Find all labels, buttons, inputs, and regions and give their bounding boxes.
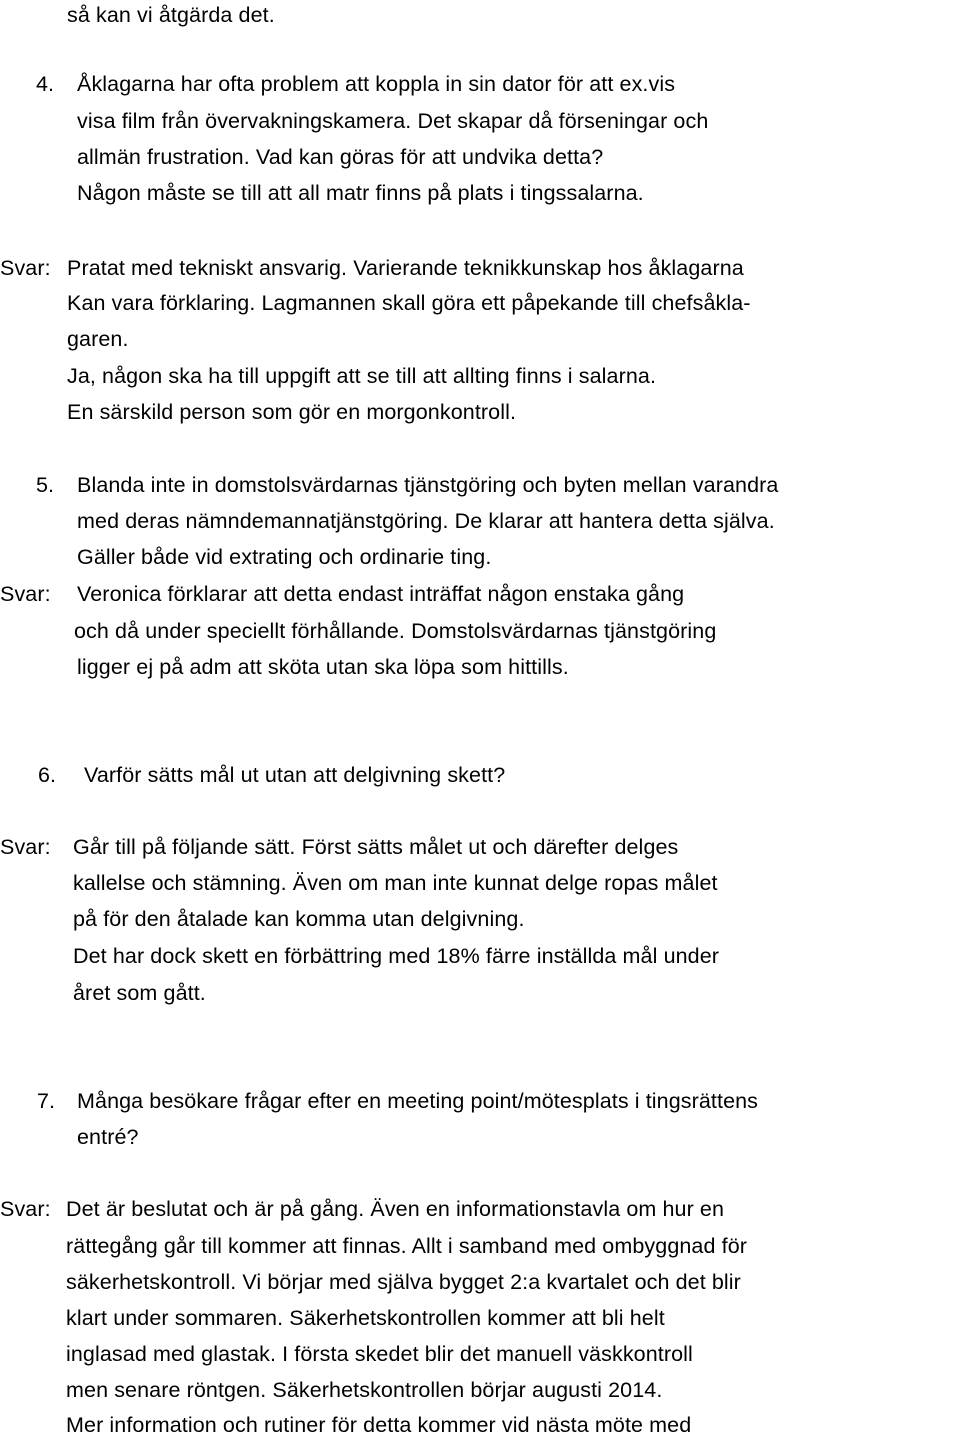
question-line: Varför sätts mål ut utan att delgivning skett? <box>84 763 506 787</box>
answer-line: Veronica förklarar att detta endast inträffat någon enstaka gång <box>77 582 685 606</box>
intro-line: så kan vi åtgärda det. <box>67 3 275 27</box>
answer-line: säkerhetskontroll. Vi börjar med själva bygget 2:a kvartalet och det blir <box>66 1270 741 1294</box>
question-line: allmän frustration. Vad kan göras för att undvika detta? <box>77 145 604 169</box>
answer-line: ligger ej på adm att sköta utan ska löpa som hittills. <box>77 655 569 679</box>
item-number: 7. <box>37 1089 55 1113</box>
question-line: Någon måste se till att all matr finns på plats i tingssalarna. <box>77 181 644 205</box>
question-line: entré? <box>77 1125 139 1149</box>
answer-line: Mer information och rutiner för detta kommer vid nästa möte med <box>66 1413 692 1437</box>
answer-label: Svar: <box>0 582 51 606</box>
answer-line: men senare röntgen. Säkerhetskontrollen börjar augusti 2014. <box>66 1378 663 1402</box>
answer-line: på för den åtalade kan komma utan delgivning. <box>73 907 525 931</box>
question-line: Gäller både vid extrating och ordinarie ting. <box>77 545 492 569</box>
answer-line: Kan vara förklaring. Lagmannen skall göra ett påpekande till chefsåkla- <box>67 291 751 315</box>
answer-line: och då under speciellt förhållande. Domstolsvärdarnas tjänstgöring <box>74 619 717 643</box>
question-line: med deras nämndemannatjänstgöring. De klarar att hantera detta själva. <box>77 509 775 533</box>
answer-line: kallelse och stämning. Även om man inte kunnat delge ropas målet <box>73 871 718 895</box>
question-line: Blanda inte in domstolsvärdarnas tjänstgöring och byten mellan varandra <box>77 473 779 497</box>
answer-line: Det är beslutat och är på gång. Även en informationstavla om hur en <box>66 1197 725 1221</box>
item-number: 6. <box>38 763 56 787</box>
item-number: 4. <box>36 72 54 96</box>
question-line: Många besökare frågar efter en meeting point/mötesplats i tingsrättens <box>77 1089 759 1113</box>
answer-label: Svar: <box>0 1197 51 1221</box>
answer-line: Pratat med tekniskt ansvarig. Varierande teknikkunskap hos åklagarna <box>67 256 744 280</box>
answer-line: inglasad med glastak. I första skedet blir det manuell väskkontroll <box>66 1342 693 1366</box>
answer-line: garen. <box>67 327 129 351</box>
answer-line: Går till på följande sätt. Först sätts målet ut och därefter delges <box>73 835 679 859</box>
question-line: visa film från övervakningskamera. Det skapar då förseningar och <box>77 109 709 133</box>
item-number: 5. <box>36 473 54 497</box>
answer-label: Svar: <box>0 256 51 280</box>
answer-label: Svar: <box>0 835 51 859</box>
answer-line: rättegång går till kommer att finnas. Allt i samband med ombyggnad för <box>66 1234 748 1258</box>
answer-line: Ja, någon ska ha till uppgift att se till att allting finns i salarna. <box>67 364 657 388</box>
answer-line: året som gått. <box>73 981 206 1005</box>
answer-line: klart under sommaren. Säkerhetskontrollen kommer att bli helt <box>66 1306 665 1330</box>
answer-line: En särskild person som gör en morgonkontroll. <box>67 400 517 424</box>
question-line: Åklagarna har ofta problem att koppla in sin dator för att ex.vis <box>77 72 676 96</box>
answer-line: Det har dock skett en förbättring med 18% färre inställda mål under <box>73 944 720 968</box>
